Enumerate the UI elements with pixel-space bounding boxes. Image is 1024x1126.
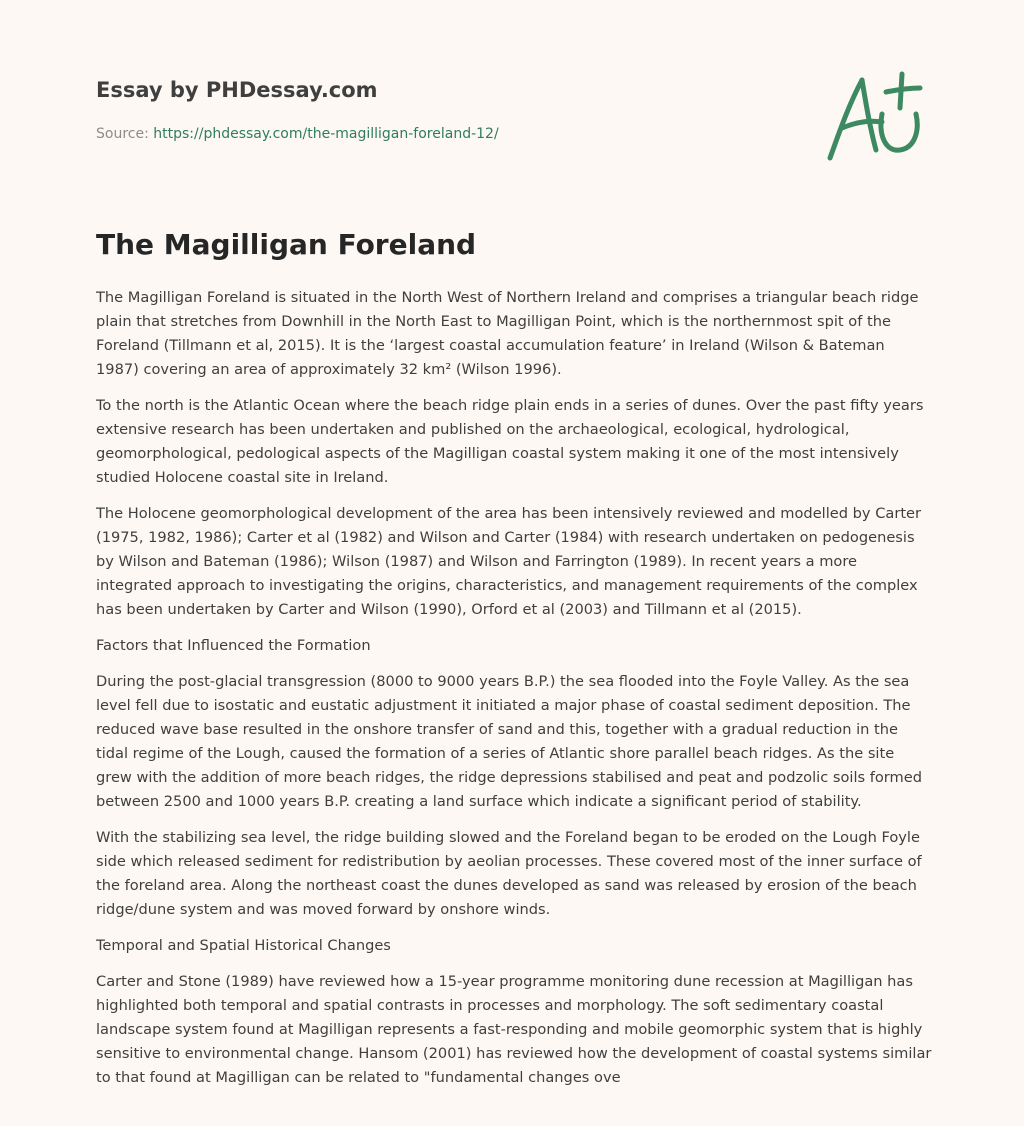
source-label: Source: [96, 126, 154, 142]
site-brand: Essay by PHDessay.com [96, 78, 378, 102]
paragraph: With the stabilizing sea level, the ridge building slowed and the Foreland began to be eroded on the Lough Foyle side which released sediment for redistribution by aeolian processes. These covered most of the inner surface of the foreland area. Along the northeast coast the dunes developed as sand was released by erosion of the beach ridge/dune system and was moved forward by onshore winds. [96, 829, 922, 918]
essay-title: The Magilligan Foreland [96, 228, 477, 261]
section-heading: Temporal and Spatial Historical Changes [96, 937, 391, 954]
paragraph: The Holocene geomorphological development of the area has been intensively reviewed and modelled by Carter (1975, 1982, 1986); Carter et al (1982) and Wilson and Carter (1984) with research undertaken on pedogenesis by Wilson and Bateman (1986); Wilson (1987) and Wilson and Farrington (1989). In recent years a more integrated approach to investigating the origins, characteristics, and management requirements of the complex has been undertaken by Carter and Wilson (1990), Orford et al (2003) and Tillmann et al (2015). [96, 505, 922, 618]
essay-header [96, 76, 796, 144]
paragraph: To the north is the Atlantic Ocean where the beach ridge plain ends in a series of dunes. Over the past fifty years extensive research has been undertaken and published on the archaeological, ecological, hydrological, geomorphological, pedological aspects of the Magilligan coastal system making it one of the most intensively studied Holocene coastal site in Ireland. [96, 397, 924, 486]
section-heading: Factors that Influenced the Formation [96, 637, 371, 654]
a-plus-logo-icon [820, 66, 930, 166]
paragraph: During the post-glacial transgression (8000 to 9000 years B.P.) the sea flooded into the Foyle Valley. As the sea level fell due to isostatic and eustatic adjustment it initiated a major phase of coastal sediment deposition. The reduced wave base resulted in the onshore transfer of sand and this, together with a gradual reduction in the tidal regime of the Lough, caused the formation of a series of Atlantic shore parallel beach ridges. As the site grew with the addition of more beach ridges, the ridge depressions stabilised and peat and podzolic soils formed between 2500 and 1000 years B.P. creating a land surface which indicate a significant period of stability. [96, 673, 923, 810]
paragraph: Carter and Stone (1989) have reviewed how a 15-year programme monitoring dune recession at Magilligan has highlighted both temporal and spatial contrasts in processes and morphology. The soft sedimentary coastal landscape system found at Magilligan represents a fast-responding and mobile geomorphic system that is highly sensitive to environmental change. Hansom (2001) has reviewed how the development of coastal systems similar to that found at Magilligan can be related to "fundamental changes ove [96, 973, 932, 1086]
source-line [96, 124, 796, 144]
source-link[interactable]: https://phdessay.com/the-magilligan-foreland-12/ [153, 126, 499, 142]
paragraph: The Magilligan Foreland is situated in the North West of Northern Ireland and comprises a triangular beach ridge plain that stretches from Downhill in the North East to Magilligan Point, which is the northernmost spit of the Foreland (Tillmann et al, 2015). It is the ‘largest coastal accumulation feature’ in Ireland (Wilson & Bateman 1987) covering an area of approximately 32 km² (Wilson 1996). [96, 289, 919, 378]
essay-body [96, 286, 932, 1106]
